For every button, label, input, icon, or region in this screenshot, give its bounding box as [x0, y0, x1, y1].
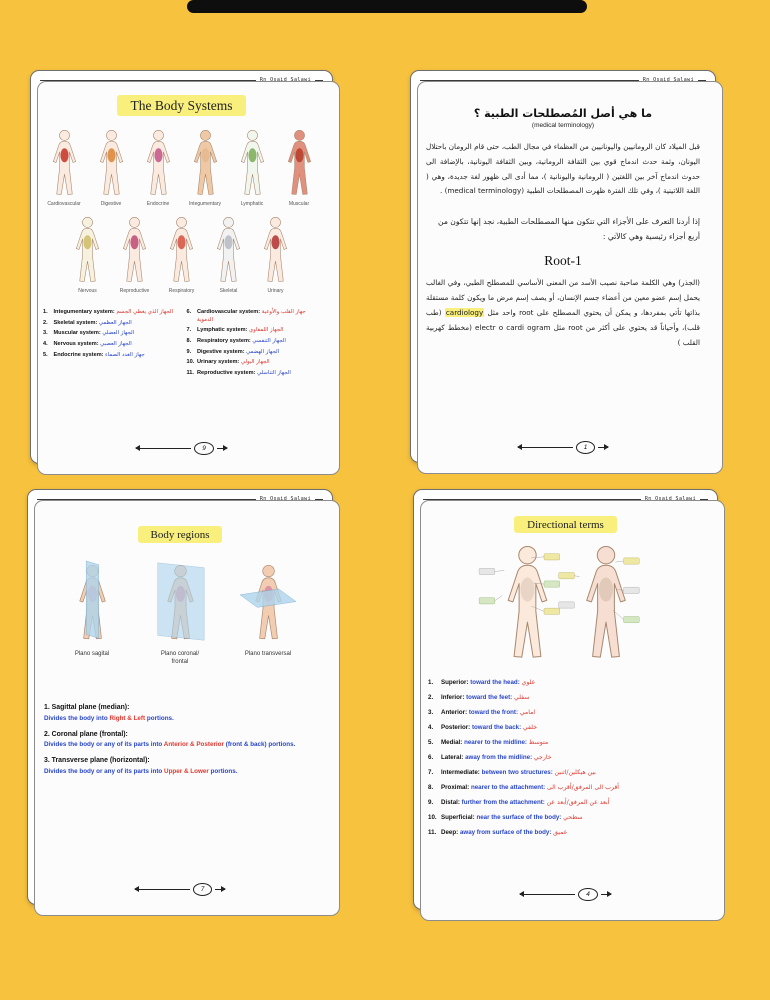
sagittal-figure-icon	[61, 559, 123, 648]
page-title: The Body Systems	[117, 95, 245, 116]
body-system-figure	[69, 216, 107, 294]
term-definition: away from the midline:	[465, 754, 533, 762]
plane-description: Divides the body into Right & Left portions.	[44, 714, 174, 722]
directional-term-item	[428, 814, 703, 821]
human-figure-icon	[236, 129, 269, 199]
term-arabic: سفلي	[513, 694, 530, 702]
plane-description: Divides the body or any of its parts into Upper & Lower portions.	[44, 767, 238, 775]
figures-row-1	[31, 129, 332, 207]
figure-label-boxes	[479, 554, 639, 623]
system-list-item	[43, 341, 179, 349]
directional-term-item	[428, 799, 703, 806]
figures-row-2	[31, 216, 332, 294]
plane-definition	[44, 731, 316, 749]
item-number: 2.	[428, 694, 434, 702]
figure-label: Digestive	[100, 201, 122, 207]
item-number: 1.	[43, 309, 48, 315]
page-subtitle: (medical terminology)	[531, 122, 595, 129]
coronal-figure-icon	[149, 559, 211, 648]
system-list-item	[43, 309, 179, 317]
plane-heading: 2. Coronal plane (frontal):	[44, 730, 128, 738]
author-name: Rn Osaid Salawi	[644, 496, 696, 502]
right-arrow-icon	[215, 889, 225, 890]
page-header	[40, 77, 323, 83]
human-figure-icon	[259, 216, 292, 286]
term-english: Superior:	[441, 679, 469, 686]
page-number-indicator	[414, 888, 717, 901]
plane-heading: 1. Sagittal plane (median):	[44, 704, 130, 711]
directional-term-item	[428, 784, 703, 791]
planes-definitions	[44, 704, 316, 775]
item-number: 10.	[186, 359, 195, 366]
item-number: 5.	[428, 739, 434, 747]
term-english: Lateral:	[441, 754, 464, 762]
left-arrow-icon	[518, 447, 573, 448]
term-arabic: امامي	[519, 709, 536, 717]
header-rule	[40, 80, 256, 81]
system-name-arabic: الجهاز الذي يغطي الجسم	[116, 309, 174, 315]
sagittal-plane-figure	[55, 559, 129, 666]
term-definition: nearer to the attachment:	[470, 784, 546, 792]
page-number-indicator	[28, 883, 332, 896]
body-system-figure	[116, 216, 154, 294]
page-header	[37, 496, 323, 502]
item-number: 1.	[428, 679, 434, 686]
system-name-arabic: الجهاز البولي	[240, 359, 270, 366]
right-arrow-icon	[598, 447, 608, 448]
system-name-arabic: جهاز القلب والأوعية الدموية	[197, 309, 306, 323]
item-number: 8.	[428, 784, 434, 792]
term-english: Proximal:	[441, 784, 470, 792]
plane-label: Plano coronal/ frontal	[160, 651, 200, 665]
system-name: Urinary system:	[197, 359, 240, 366]
transverse-figure-icon	[237, 559, 299, 648]
page-title: Directional terms	[514, 516, 617, 533]
term-english: Posterior:	[441, 724, 471, 732]
human-figure-icon	[189, 129, 222, 199]
item-number: 9.	[428, 799, 434, 807]
item-number: 11.	[186, 370, 194, 377]
system-name-arabic: جهاز الغدد الصماء	[105, 351, 145, 358]
page-number: 7	[193, 883, 213, 896]
system-list-item	[187, 370, 323, 378]
system-name: Muscular system:	[53, 330, 101, 337]
systems-list-right	[187, 309, 323, 381]
system-name: Lymphatic system:	[197, 327, 248, 334]
human-figure-icon	[95, 129, 128, 199]
directional-term-item	[428, 754, 703, 761]
page-title-arabic: ما هي أصل المُصطلحات الطبية ؟	[473, 107, 653, 120]
left-arrow-icon	[135, 889, 190, 890]
paragraph-root	[426, 276, 700, 350]
human-figure-icon	[283, 129, 316, 199]
page-number: 4	[578, 888, 598, 901]
left-arrow-icon	[136, 448, 191, 449]
page-body-systems	[30, 70, 333, 464]
header-rule-end	[315, 499, 323, 500]
system-name: Cardiovascular system:	[197, 309, 261, 315]
body-system-figure	[233, 129, 271, 207]
term-definition: further from the attachment:	[461, 799, 545, 807]
term-definition: toward the front:	[468, 709, 519, 717]
system-name-arabic: الجهاز العظمي	[98, 319, 132, 326]
system-list-item	[187, 309, 323, 324]
coronal-plane-figure	[143, 559, 217, 666]
right-arrow-icon	[217, 448, 227, 449]
directional-term-item	[428, 829, 703, 836]
term-definition: away from surface of the body:	[459, 829, 552, 837]
page-title: Body regions	[138, 526, 223, 543]
header-rule-end	[315, 80, 323, 81]
page-header	[423, 496, 708, 502]
term-english: Intermediate:	[441, 769, 480, 777]
body-system-figure	[210, 216, 248, 294]
paragraph-parts: إذا أردنا التعرف على الأجزاء التي تتكون منها المصطلحات الطبية، نجد إنها تتكون من أربع أجزاء رئيسية وهي كالآتي :	[438, 217, 700, 242]
page-directional-terms	[413, 489, 718, 910]
term-english: Inferior:	[441, 694, 465, 702]
figure-label: Endocrine	[146, 201, 170, 207]
plane-label: Plano sagital	[74, 651, 110, 657]
figure-label: Respiratory	[168, 288, 195, 294]
paragraph-segment: cardiology	[445, 307, 484, 317]
human-figure-icon	[165, 216, 198, 286]
author-name: Rn Osaid Salawi	[259, 77, 311, 83]
figure-label: Nervous	[78, 288, 97, 294]
header-rule-end	[700, 499, 708, 500]
term-arabic: خلفي	[522, 724, 538, 732]
body-system-figure	[139, 129, 177, 207]
term-definition: toward the head:	[470, 679, 520, 686]
root-heading: Root-1	[544, 253, 582, 269]
system-name-arabic: الجهاز العضلي	[102, 330, 135, 337]
directional-term-item	[428, 739, 703, 746]
system-name: Integumentary system:	[53, 309, 115, 315]
human-figure-icon	[212, 216, 245, 286]
term-arabic: خارجي	[533, 754, 552, 762]
term-arabic: بين هيكلين/اثنين	[554, 769, 596, 777]
term-definition: near the surface of the body:	[476, 814, 562, 822]
page-number: 1	[576, 441, 596, 454]
plane-heading: 3. Transverse plane (horizontal):	[44, 757, 150, 764]
paragraph-segment: (الجذر) وهي الكلمة صاحبة نصيب الأسد من المعنى الأساسي للمصطلح الطبي، وفي الغالب يحمل إسم عضو معين من أعضاء جسم الإنسان، أو يصف إسم مرض ما ويكون كلمة مستقلة بذاتها تأتي بمفردها، و يمكن أن يحتوي المصطلح على root واحد مثل	[426, 278, 701, 317]
systems-list	[43, 309, 322, 381]
system-name-arabic: الجهاز التنفسي	[252, 338, 286, 345]
system-name: Endocrine system:	[53, 351, 104, 358]
transverse-plane-figure	[231, 559, 305, 666]
system-name: Nervous system:	[53, 341, 99, 348]
left-arrow-icon	[520, 894, 575, 895]
item-number: 7.	[428, 769, 434, 777]
directional-figures	[414, 541, 717, 669]
human-figure-icon	[142, 129, 175, 199]
page-number: 9	[194, 442, 214, 455]
item-number: 4.	[428, 724, 434, 732]
term-arabic: متوسط	[528, 739, 549, 747]
figure-label: Reproductive	[119, 288, 150, 294]
term-arabic: سطحي	[563, 814, 583, 822]
directional-term-item	[428, 694, 703, 701]
body-system-figure	[280, 129, 318, 207]
human-figure-icon	[71, 216, 104, 286]
item-number: 5.	[43, 351, 48, 358]
item-number: 10.	[428, 814, 437, 822]
term-definition: between two structures:	[481, 769, 553, 777]
page-medical-terminology	[410, 70, 716, 463]
directional-figures-icon	[477, 541, 655, 669]
human-figure-icon	[48, 129, 81, 199]
term-arabic: علوي	[521, 679, 536, 686]
directional-term-item	[428, 724, 703, 731]
item-number: 6.	[428, 754, 434, 762]
figure-label: Muscular	[288, 201, 310, 207]
system-list-item	[43, 320, 179, 328]
system-name: Digestive system:	[197, 348, 245, 355]
system-name-arabic: الجهاز التناسلي	[257, 370, 291, 377]
term-english: Anterior:	[441, 709, 468, 717]
page-number-indicator	[31, 442, 332, 455]
body-system-figure	[45, 129, 83, 207]
page-body-regions	[27, 489, 333, 905]
item-number: 9.	[186, 348, 192, 355]
system-list-item	[43, 352, 179, 360]
plane-figures	[28, 559, 332, 666]
term-english: Medial:	[441, 739, 463, 747]
directional-term-item	[428, 769, 703, 776]
plane-definition	[44, 704, 316, 722]
directional-term-item	[428, 709, 703, 716]
figure-label: Urinary	[267, 288, 284, 294]
page-header	[420, 77, 706, 83]
term-definition: toward the back:	[471, 724, 522, 732]
directional-terms-list	[428, 679, 703, 837]
term-definition: nearer to the midline:	[464, 739, 527, 747]
directional-term-item	[428, 679, 703, 686]
term-arabic: عميق	[553, 829, 568, 837]
term-arabic: أقرب الى المرفق/أقرب الى	[546, 784, 619, 792]
system-list-item	[187, 349, 323, 357]
system-list-item	[187, 327, 323, 335]
header-rule	[420, 80, 639, 81]
figure-label: Cardiovascular	[47, 201, 81, 207]
item-number: 7.	[186, 327, 192, 334]
plane-description: Divides the body or any of its parts into Anterior & Posterior (front & back) portions.	[44, 741, 296, 748]
system-name-arabic: الجهاز اللمفاوي	[249, 327, 284, 334]
systems-list-left	[43, 309, 179, 381]
item-number: 3.	[428, 709, 434, 717]
system-name: Reproductive system:	[197, 370, 256, 377]
item-number: 6.	[186, 309, 192, 315]
system-name-arabic: الجهاز الهضمي	[246, 348, 280, 355]
term-english: Distal:	[441, 799, 460, 807]
item-number: 11.	[428, 829, 437, 837]
system-list-item	[43, 330, 179, 338]
system-name-arabic: الجهاز العصبي	[100, 341, 132, 348]
term-english: Deep:	[441, 829, 459, 837]
item-number: 4.	[43, 341, 48, 348]
header-rule-end	[698, 80, 706, 81]
paragraph-segment: (طب قلب)، وأحياناً قد يحتوي على أكثر من root مثل electr o cardi ogram (مخطط كهربية القلب )	[426, 307, 700, 347]
system-list-item	[187, 359, 323, 367]
figure-label: Skeletal	[219, 288, 238, 294]
item-number: 8.	[186, 338, 192, 345]
body-system-figure	[163, 216, 201, 294]
body-system-figure	[92, 129, 130, 207]
system-name: Respiratory system:	[197, 338, 251, 345]
term-arabic: أبعد عن المرفق/أبعد عن	[546, 799, 610, 807]
header-rule	[37, 499, 256, 500]
plane-label: Plano transversal	[244, 651, 292, 657]
system-list-item	[187, 338, 323, 346]
top-bar	[187, 0, 587, 13]
paragraph-origins: قبل الميلاد كان الرومانيين واليونانيين من العظماء في مجال الطب، حتى قام الرومان باحتلال اليونان، وثمة حدث اندماج قوي بين الثقافة الرومانية، وبين الثقافة اليونانية، بالإضافة الى حدوث اندماج آخر بين اللغتين ( الرومانية واليونانية )، مما أدى الى ظهور لغة جديدة، وهي ( اللغة اللاتينية )، وفي تلك الفترة ظهرت المصطلحات الطبية (medical terminology) .	[426, 142, 700, 196]
term-english: Superficial:	[441, 814, 475, 822]
figure-label: Lymphatic	[240, 201, 264, 207]
item-number: 3.	[43, 330, 48, 337]
author-name: Rn Osaid Salawi	[642, 77, 694, 83]
human-figure-icon	[118, 216, 151, 286]
page-number-indicator	[411, 441, 715, 454]
author-name: Rn Osaid Salawi	[259, 496, 311, 502]
body-system-figure	[186, 129, 224, 207]
term-definition: toward the feet:	[466, 694, 513, 702]
body-system-figure	[257, 216, 295, 294]
header-rule	[423, 499, 641, 500]
system-name: Skeletal system:	[53, 319, 98, 326]
plane-definition	[44, 757, 316, 775]
right-arrow-icon	[601, 894, 611, 895]
figure-label: Integumentary	[189, 201, 221, 207]
item-number: 2.	[43, 319, 48, 326]
